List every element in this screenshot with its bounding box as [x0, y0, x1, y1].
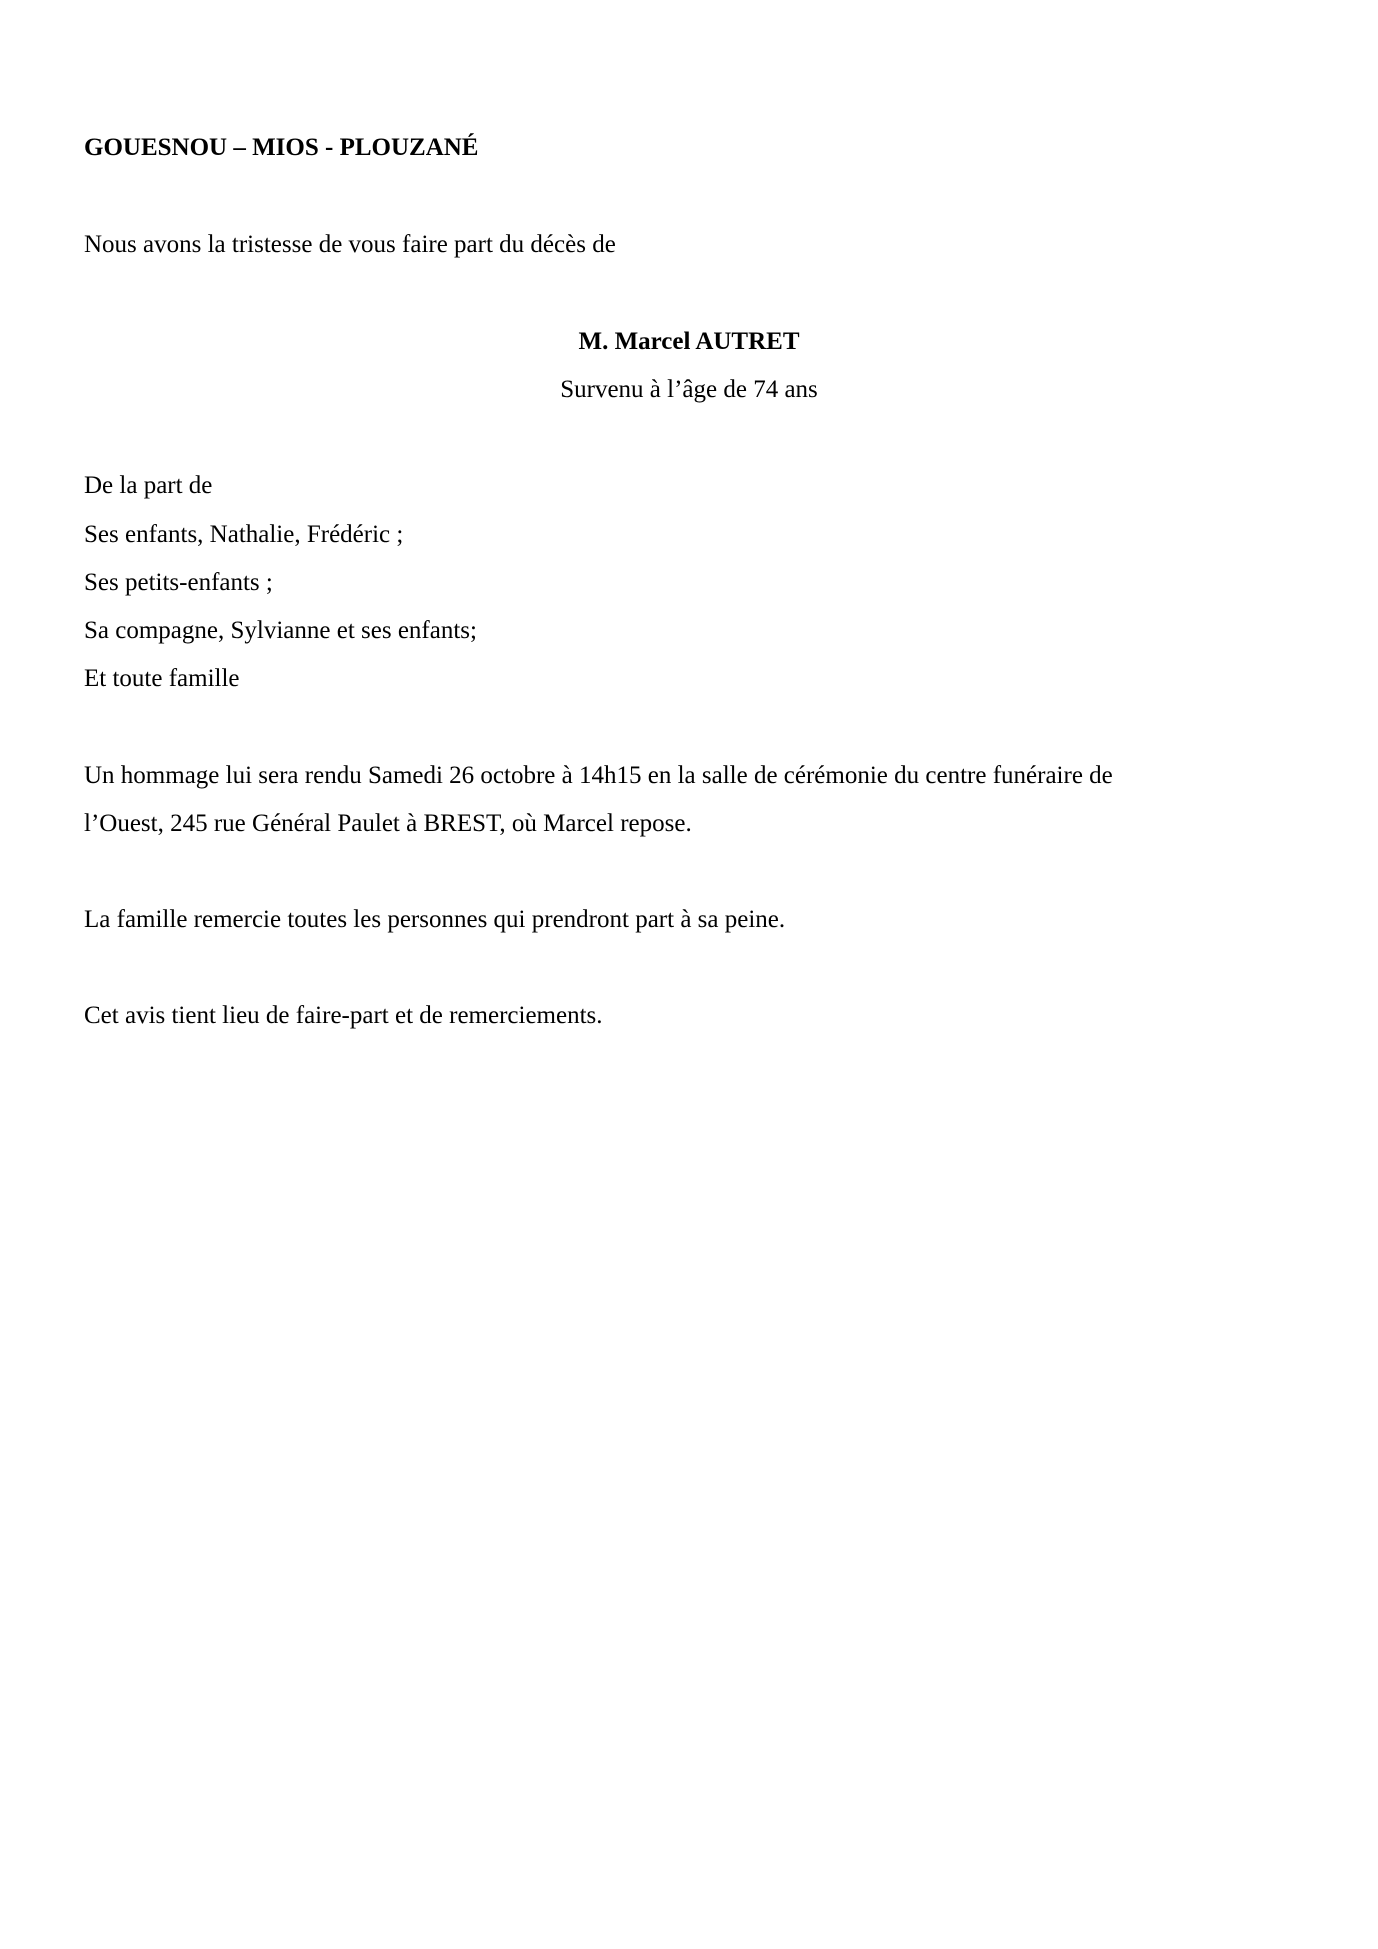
location-heading: GOUESNOU – MIOS - PLOUZANÉ	[84, 134, 479, 161]
family-intro: De la part de	[84, 472, 213, 499]
ceremony-line-1: Un hommage lui sera rendu Samedi 26 octobre à 14h15 en la salle de cérémonie du centre funéraire de	[84, 762, 1113, 789]
closing-text: Cet avis tient lieu de faire-part et de remerciements.	[84, 1002, 603, 1029]
family-line-companion: Sa compagne, Sylvianne et ses enfants;	[84, 617, 477, 644]
age-line: Survenu à l’âge de 74 ans	[560, 376, 818, 403]
family-line-all: Et toute famille	[84, 665, 240, 692]
family-line-children: Ses enfants, Nathalie, Frédéric ;	[84, 521, 404, 548]
ceremony-line-2: l’Ouest, 245 rue Général Paulet à BREST, où Marcel repose.	[84, 810, 692, 837]
deceased-name: M. Marcel AUTRET	[578, 328, 800, 355]
thanks-text: La famille remercie toutes les personnes qui prendront part à sa peine.	[84, 906, 786, 933]
intro-text: Nous avons la tristesse de vous faire part du décès de	[84, 231, 616, 258]
family-line-grandchildren: Ses petits-enfants ;	[84, 569, 273, 596]
